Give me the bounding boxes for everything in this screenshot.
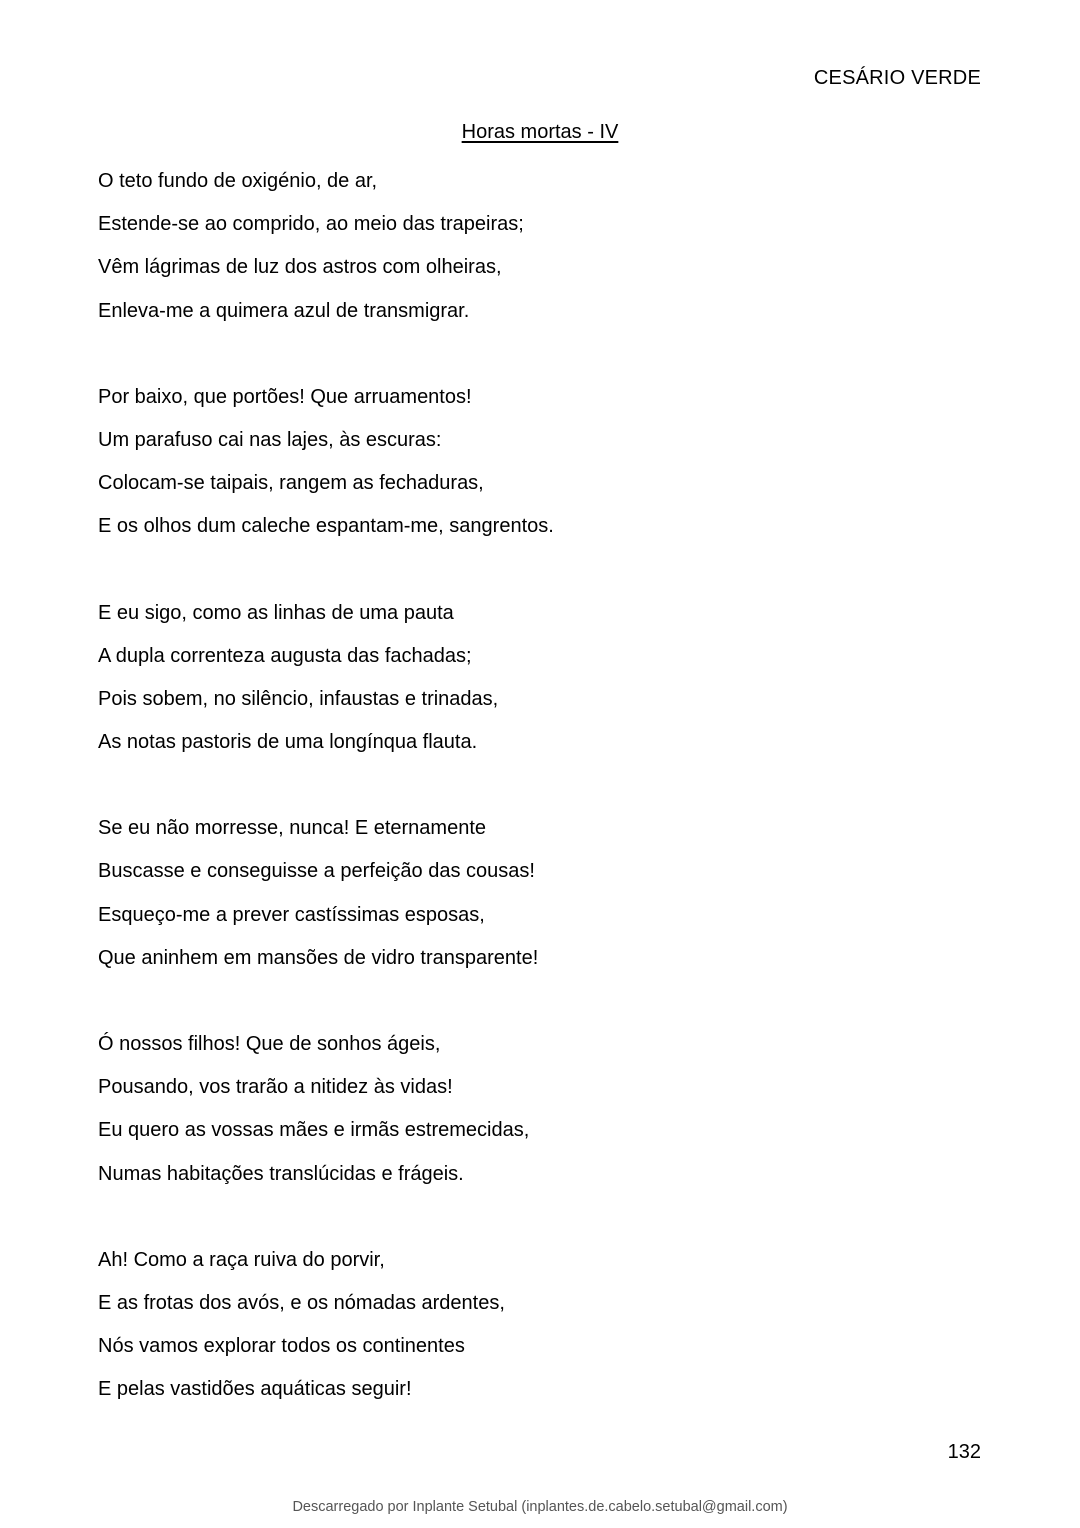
poem-title-text: Horas mortas - IV [461, 121, 619, 143]
verse-line: Eu quero as vossas mães e irmãs estremecidas, [98, 1119, 530, 1142]
verse-line: Que aninhem em mansões de vidro transparente! [98, 946, 539, 969]
stanza-1 [98, 160, 978, 333]
verse-line: As notas pastoris de uma longínqua flauta. [98, 731, 478, 754]
verse-line: E eu sigo, como as linhas de uma pauta [98, 601, 454, 624]
verse-line: Estende-se ao comprido, ao meio das trapeiras; [98, 213, 524, 236]
poem-body [98, 160, 978, 1455]
page-number: 132 [947, 1441, 981, 1463]
author-header: CESÁRIO VERDE [813, 67, 981, 89]
verse-line: Pousando, vos trarão a nitidez às vidas! [98, 1076, 453, 1099]
stanza-5 [98, 1023, 978, 1196]
verse-line: Pois sobem, no silêncio, infaustas e trinadas, [98, 687, 499, 710]
verse-line: O teto fundo de oxigénio, de ar, [98, 170, 378, 192]
verse-line: Por baixo, que portões! Que arruamentos! [98, 385, 472, 408]
verse-line: Numas habitações translúcidas e frágeis. [98, 1162, 464, 1185]
verse-line: Esqueço-me a prever castíssimas esposas, [98, 903, 485, 926]
verse-line: E pelas vastidões aquáticas seguir! [98, 1378, 412, 1401]
verse-line: Colocam-se taipais, rangem as fechaduras, [98, 472, 484, 495]
verse-line: Ah! Como a raça ruiva do porvir, [98, 1248, 385, 1271]
download-attribution: Descarregado por Inplante Setubal (inplantes.de.cabelo.setubal@gmail.com) [292, 1499, 788, 1515]
verse-line: A dupla correnteza augusta das fachadas; [98, 644, 472, 667]
stanza-2 [98, 376, 978, 549]
verse-line: Enleva-me a quimera azul de transmigrar. [98, 299, 470, 322]
verse-line: E os olhos dum caleche espantam-me, sangrentos. [98, 515, 554, 538]
verse-line: Vêm lágrimas de luz dos astros com olheiras, [98, 256, 502, 279]
stanza-4 [98, 807, 978, 980]
verse-line: Nós vamos explorar todos os continentes [98, 1335, 465, 1358]
stanza-3 [98, 592, 978, 765]
verse-line: E as frotas dos avós, e os nómadas ardentes, [98, 1291, 505, 1314]
verse-line: Buscasse e conseguisse a perfeição das cousas! [98, 860, 535, 883]
verse-line: Ó nossos filhos! Que de sonhos ágeis, [98, 1033, 441, 1055]
verse-line: Um parafuso cai nas lajes, às escuras: [98, 428, 442, 451]
verse-line: Se eu não morresse, nunca! E eternamente [98, 817, 487, 840]
stanza-6 [98, 1239, 978, 1412]
poem-title [0, 118, 1080, 146]
